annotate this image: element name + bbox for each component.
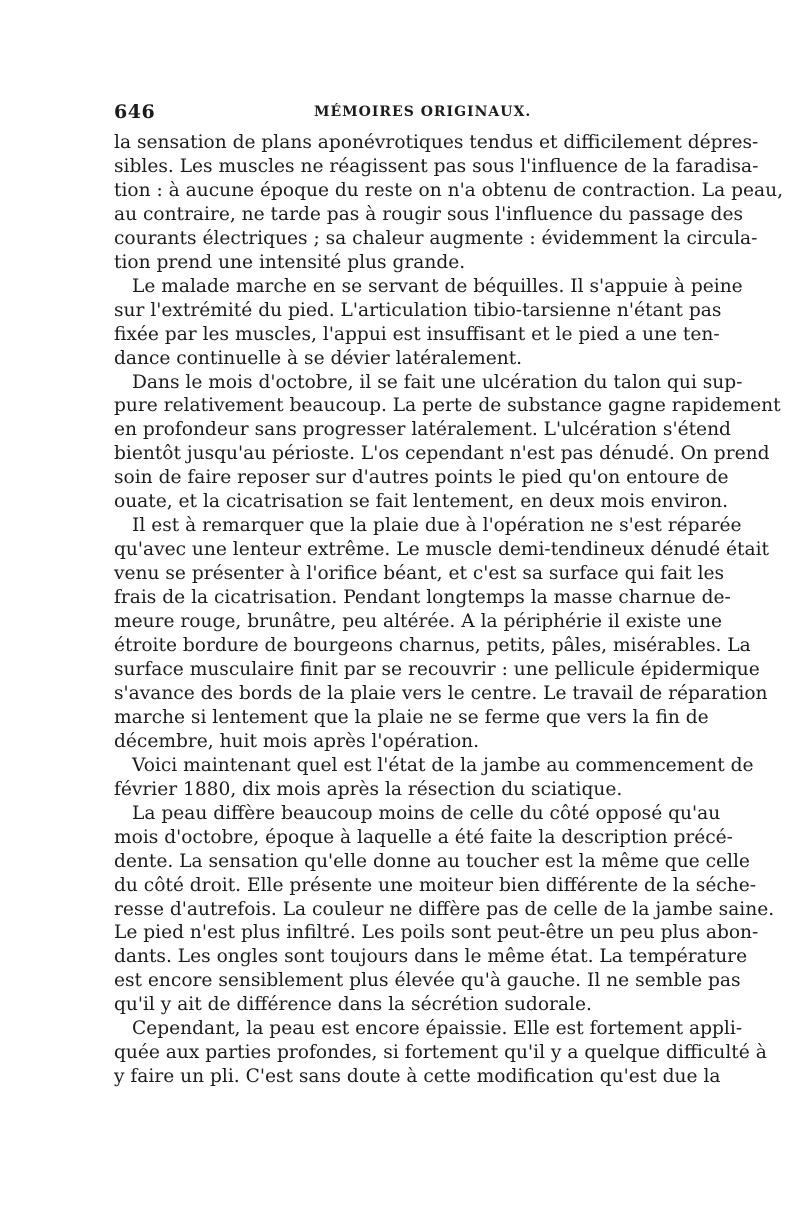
text-line: dants. Les ongles sont toujours dans le même état. La température xyxy=(114,946,748,968)
text-line: décembre, huit mois après l'opération. xyxy=(114,730,480,752)
text-line: s'avance des bords de la plaie vers le centre. Le travail de réparation xyxy=(114,682,768,704)
text-line: la sensation de plans aponévrotiques tendus et difficilement dépres- xyxy=(114,132,759,153)
text-line: dance continuelle à se dévier latéralement. xyxy=(114,347,523,369)
text-line: pure relativement beaucoup. La perte de substance gagne rapidement xyxy=(114,395,781,417)
text-line: du côté droit. Elle présente une moiteur bien différente de la séche- xyxy=(114,874,757,896)
text-line: courants électriques ; sa chaleur augmente : évidemment la circula- xyxy=(114,227,758,249)
text-line: étroite bordure de bourgeons charnus, petits, pâles, misérables. La xyxy=(114,635,751,657)
text-line: tion : à aucune époque du reste on n'a obtenu de contraction. La peau, xyxy=(114,179,783,201)
paragraph xyxy=(114,1017,767,1089)
body-text xyxy=(114,131,783,1089)
text-line: en profondeur sans progresser latéralement. L'ulcération s'étend xyxy=(114,419,731,441)
text-line: dente. La sensation qu'elle donne au toucher est la même que celle xyxy=(114,850,750,872)
text-line: venu se présenter à l'orifice béant, et c'est sa surface qui fait les xyxy=(114,563,725,585)
text-line: tion prend une intensité plus grande. xyxy=(114,251,466,273)
paragraph xyxy=(114,371,781,515)
text-line: y faire un pli. C'est sans doute à cette modification qu'est due la xyxy=(114,1066,721,1088)
text-line: quée aux parties profondes, si fortement qu'il y a quelque difficulté à xyxy=(114,1042,767,1064)
text-line: Voici maintenant quel est l'état de la jambe au commencement de xyxy=(132,754,754,776)
text-line: meure rouge, brunâtre, peu altérée. A la périphérie il existe une xyxy=(114,611,723,633)
running-title: MÉMOIRES ORIGINAUX. xyxy=(314,104,532,120)
text-line: sur l'extrémité du pied. L'articulation tibio-tarsienne n'étant pas xyxy=(114,299,722,321)
paragraph xyxy=(114,514,770,754)
text-line: est encore sensiblement plus élevée qu'à gauche. Il ne semble pas xyxy=(114,970,741,992)
text-line: soin de faire reposer sur d'autres points le pied qu'on entoure de xyxy=(114,467,729,489)
text-line: fixée par les muscles, l'appui est insuffisant et le pied a une ten- xyxy=(114,323,720,345)
text-line: Il est à remarquer que la plaie due à l'opération ne s'est réparée xyxy=(132,515,742,537)
text-line: qu'il y ait de différence dans la sécrétion sudorale. xyxy=(114,994,592,1016)
text-line: La peau diffère beaucoup moins de celle du côté opposé qu'au xyxy=(132,802,721,824)
text-line: au contraire, ne tarde pas à rougir sous l'influence du passage des xyxy=(114,203,743,225)
paragraph xyxy=(114,802,775,1018)
text-line: marche si lentement que la plaie ne se ferme que vers la fin de xyxy=(114,706,709,728)
text-line: Le pied n'est plus infiltré. Les poils sont peut-être un peu plus abon- xyxy=(114,922,759,944)
paragraph xyxy=(114,131,783,275)
paragraph xyxy=(114,275,743,371)
text-line: frais de la cicatrisation. Pendant longtemps la masse charnue de- xyxy=(114,587,731,609)
text-line: ouate, et la cicatrisation se fait lentement, en deux mois environ. xyxy=(114,491,729,513)
text-line: bientôt jusqu'au périoste. L'os cependant n'est pas dénudé. On prend xyxy=(114,443,770,465)
text-line: sibles. Les muscles ne réagissent pas sous l'influence de la faradisa- xyxy=(114,155,759,177)
text-line: Le malade marche en se servant de béquilles. Il s'appuie à peine xyxy=(132,275,743,297)
page-header xyxy=(114,101,687,125)
text-line: Dans le mois d'octobre, il se fait une ulcération du talon qui sup- xyxy=(132,371,743,393)
text-line: février 1880, dix mois après la résection du sciatique. xyxy=(114,778,623,800)
text-line: Cependant, la peau est encore épaissie. Elle est fortement appli- xyxy=(132,1018,743,1040)
text-line: mois d'octobre, époque à laquelle a été faite la description précé- xyxy=(114,826,733,848)
page-number: 646 xyxy=(114,101,156,123)
text-line: resse d'autrefois. La couleur ne diffère pas de celle de la jambe saine. xyxy=(114,898,775,920)
text-line: surface musculaire finit par se recouvrir : une pellicule épidermique xyxy=(114,658,760,680)
text-line: qu'avec une lenteur extrême. Le muscle demi-tendineux dénudé était xyxy=(114,539,770,561)
paragraph xyxy=(114,754,754,802)
